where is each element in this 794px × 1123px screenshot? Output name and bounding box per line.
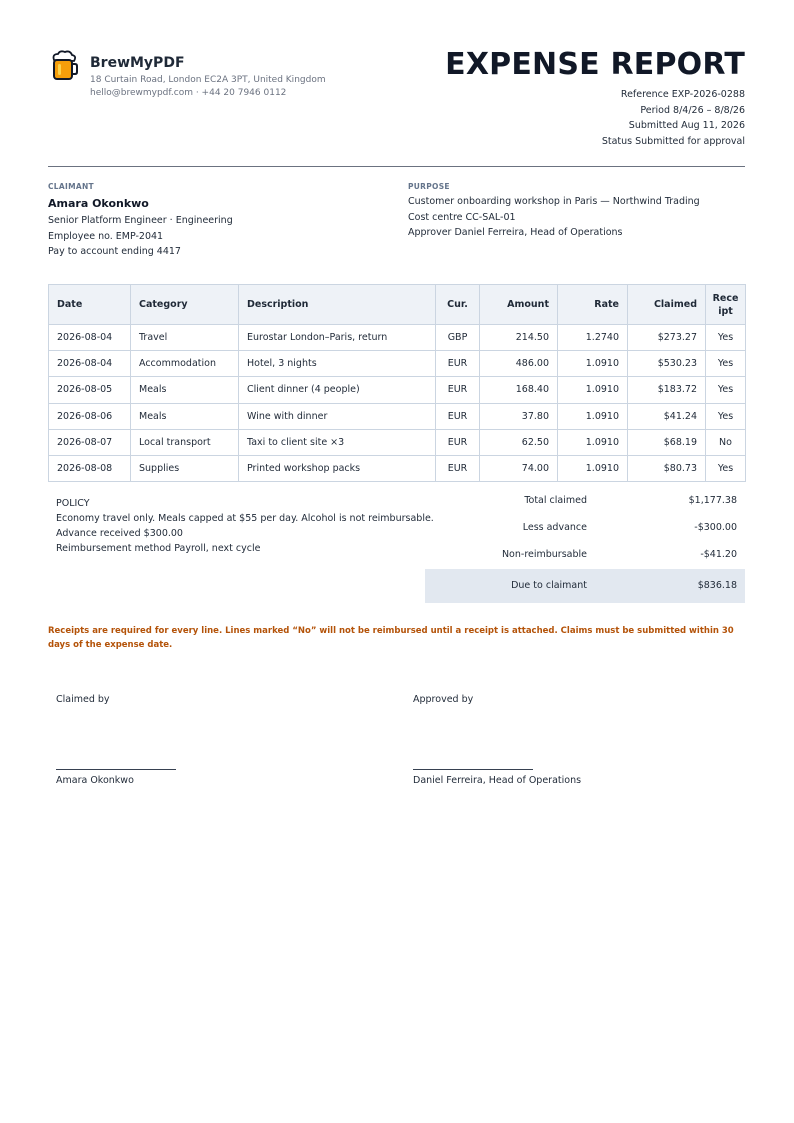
- non-reimbursable-label: Non-reimbursable: [501, 549, 587, 560]
- claimant-employee-no: Employee no. EMP-2041: [48, 230, 164, 242]
- header-divider: [48, 166, 745, 167]
- approver-signature-block: [413, 694, 653, 786]
- cell-currency: EUR: [436, 403, 480, 429]
- col-receipt-part1: Rece: [712, 292, 739, 304]
- due-label: Due to claimant: [511, 580, 587, 591]
- company-name: BrewMyPDF: [90, 55, 185, 71]
- due-value: $836.18: [697, 580, 737, 591]
- cell-amount: 214.50: [480, 325, 558, 351]
- purpose-approver: Approver Daniel Ferreira, Head of Operations: [408, 227, 623, 238]
- cell-amount: 486.00: [480, 351, 558, 377]
- cell-currency: GBP: [436, 325, 480, 351]
- col-receipt-part2: ipt: [718, 305, 733, 317]
- cell-date: 2026-08-05: [49, 377, 131, 403]
- cell-receipt: No: [706, 429, 746, 455]
- table-row: [49, 429, 746, 455]
- cell-date: 2026-08-07: [49, 429, 131, 455]
- report-meta: [385, 87, 745, 149]
- signature-line: [413, 769, 533, 770]
- meta-reference: Reference EXP-2026-0288: [620, 89, 745, 100]
- approved-by-name: Daniel Ferreira, Head of Operations: [413, 775, 582, 786]
- receipt-warning: Receipts are required for every line. Lines marked “No” will not be reimbursed until a receipt is attached. Claims must be submitted within 30 days of the expense date.: [48, 626, 734, 650]
- cell-claimed: $183.72: [628, 377, 706, 403]
- claimant-account: Pay to account ending 4417: [48, 246, 181, 257]
- claimed-by-label: Claimed by: [56, 694, 110, 705]
- meta-status: Status Submitted for approval: [601, 135, 745, 147]
- table-row: [49, 351, 746, 377]
- cell-rate: 1.0910: [558, 377, 628, 403]
- cell-amount: 62.50: [480, 429, 558, 455]
- report-title-block: [385, 48, 745, 149]
- total-claimed-value: $1,177.38: [688, 495, 737, 506]
- claimant-section: [48, 182, 388, 260]
- purpose-cost-centre: Cost centre CC-SAL-01: [408, 211, 516, 223]
- col-rate: Rate: [558, 285, 628, 325]
- cell-description: Wine with dinner: [239, 403, 436, 429]
- cell-receipt: Yes: [706, 325, 746, 351]
- cell-receipt: Yes: [706, 403, 746, 429]
- cell-claimed: $273.27: [628, 325, 706, 351]
- cell-date: 2026-08-08: [49, 455, 131, 481]
- table-row: [49, 377, 746, 403]
- cell-category: Meals: [131, 377, 239, 403]
- table-header-row: [49, 285, 746, 325]
- cell-receipt: Yes: [706, 351, 746, 377]
- page-title: EXPENSE REPORT: [445, 47, 745, 82]
- purpose-label: PURPOSE: [408, 182, 450, 191]
- cell-claimed: $41.24: [628, 403, 706, 429]
- policy-heading: POLICY: [56, 498, 90, 509]
- table-row: [49, 325, 746, 351]
- less-advance-value: -$300.00: [694, 522, 737, 533]
- cell-currency: EUR: [436, 455, 480, 481]
- company-address: 18 Curtain Road, London EC2A 3PT, United Kingdom: [90, 75, 326, 85]
- col-claimed: Claimed: [628, 285, 706, 325]
- meta-submitted: Submitted Aug 11, 2026: [628, 120, 745, 131]
- cell-description: Client dinner (4 people): [239, 377, 436, 403]
- due-to-claimant-row: [425, 569, 745, 603]
- cell-currency: EUR: [436, 351, 480, 377]
- cell-receipt: Yes: [706, 377, 746, 403]
- policy-notes: [56, 496, 436, 556]
- cell-currency: EUR: [436, 429, 480, 455]
- total-claimed-label: Total claimed: [524, 495, 587, 506]
- cell-rate: 1.0910: [558, 351, 628, 377]
- non-reimbursable-value: -$41.20: [700, 549, 737, 560]
- cell-claimed: $80.73: [628, 455, 706, 481]
- cell-rate: 1.0910: [558, 429, 628, 455]
- cell-rate: 1.2740: [558, 325, 628, 351]
- claimant-label: CLAIMANT: [48, 182, 94, 191]
- policy-text: Economy travel only. Meals capped at $55 per day. Alcohol is not reimbursable.: [56, 513, 434, 524]
- cell-amount: 37.80: [480, 403, 558, 429]
- beer-mug-icon: [50, 50, 78, 82]
- less-advance-label: Less advance: [522, 522, 587, 533]
- claimant-signature-block: [56, 694, 296, 786]
- reimbursement-method: Reimbursement method Payroll, next cycle: [56, 543, 261, 554]
- company-contact: hello@brewmypdf.com · +44 20 7946 0112: [90, 88, 287, 98]
- cell-date: 2026-08-06: [49, 403, 131, 429]
- purpose-section: [408, 182, 745, 241]
- cell-claimed: $68.19: [628, 429, 706, 455]
- cell-rate: 1.0910: [558, 455, 628, 481]
- cell-category: Meals: [131, 403, 239, 429]
- cell-category: Travel: [131, 325, 239, 351]
- expense-lines-table: [48, 284, 746, 482]
- cell-description: Printed workshop packs: [239, 455, 436, 481]
- cell-description: Eurostar London–Paris, return: [239, 325, 436, 351]
- cell-claimed: $530.23: [628, 351, 706, 377]
- total-claimed-row: [425, 488, 745, 515]
- claimant-name: Amara Okonkwo: [48, 197, 149, 210]
- cell-currency: EUR: [436, 377, 480, 403]
- less-advance-row: [425, 515, 745, 542]
- cell-amount: 74.00: [480, 455, 558, 481]
- purpose-description: Customer onboarding workshop in Paris — Northwind Trading: [408, 196, 700, 207]
- claimed-by-name: Amara Okonkwo: [56, 775, 134, 786]
- cell-date: 2026-08-04: [49, 351, 131, 377]
- non-reimbursable-row: [425, 542, 745, 569]
- col-category: Category: [131, 285, 239, 325]
- cell-amount: 168.40: [480, 377, 558, 403]
- signature-line: [56, 769, 176, 770]
- cell-description: Taxi to client site ×3: [239, 429, 436, 455]
- meta-period: Period 8/4/26 – 8/8/26: [640, 104, 745, 116]
- advance-received: Advance received $300.00: [56, 528, 183, 539]
- cell-receipt: Yes: [706, 455, 746, 481]
- cell-category: Accommodation: [131, 351, 239, 377]
- cell-rate: 1.0910: [558, 403, 628, 429]
- cell-category: Local transport: [131, 429, 239, 455]
- claimant-role: Senior Platform Engineer · Engineering: [48, 215, 233, 226]
- table-row: [49, 403, 746, 429]
- cell-description: Hotel, 3 nights: [239, 351, 436, 377]
- col-date: Date: [49, 285, 131, 325]
- approved-by-label: Approved by: [413, 694, 474, 705]
- col-currency: Cur.: [436, 285, 480, 325]
- cell-category: Supplies: [131, 455, 239, 481]
- table-row: [49, 455, 746, 481]
- cell-date: 2026-08-04: [49, 325, 131, 351]
- col-amount: Amount: [480, 285, 558, 325]
- col-receipt: [706, 285, 746, 325]
- col-description: Description: [239, 285, 436, 325]
- totals-block: [425, 488, 745, 603]
